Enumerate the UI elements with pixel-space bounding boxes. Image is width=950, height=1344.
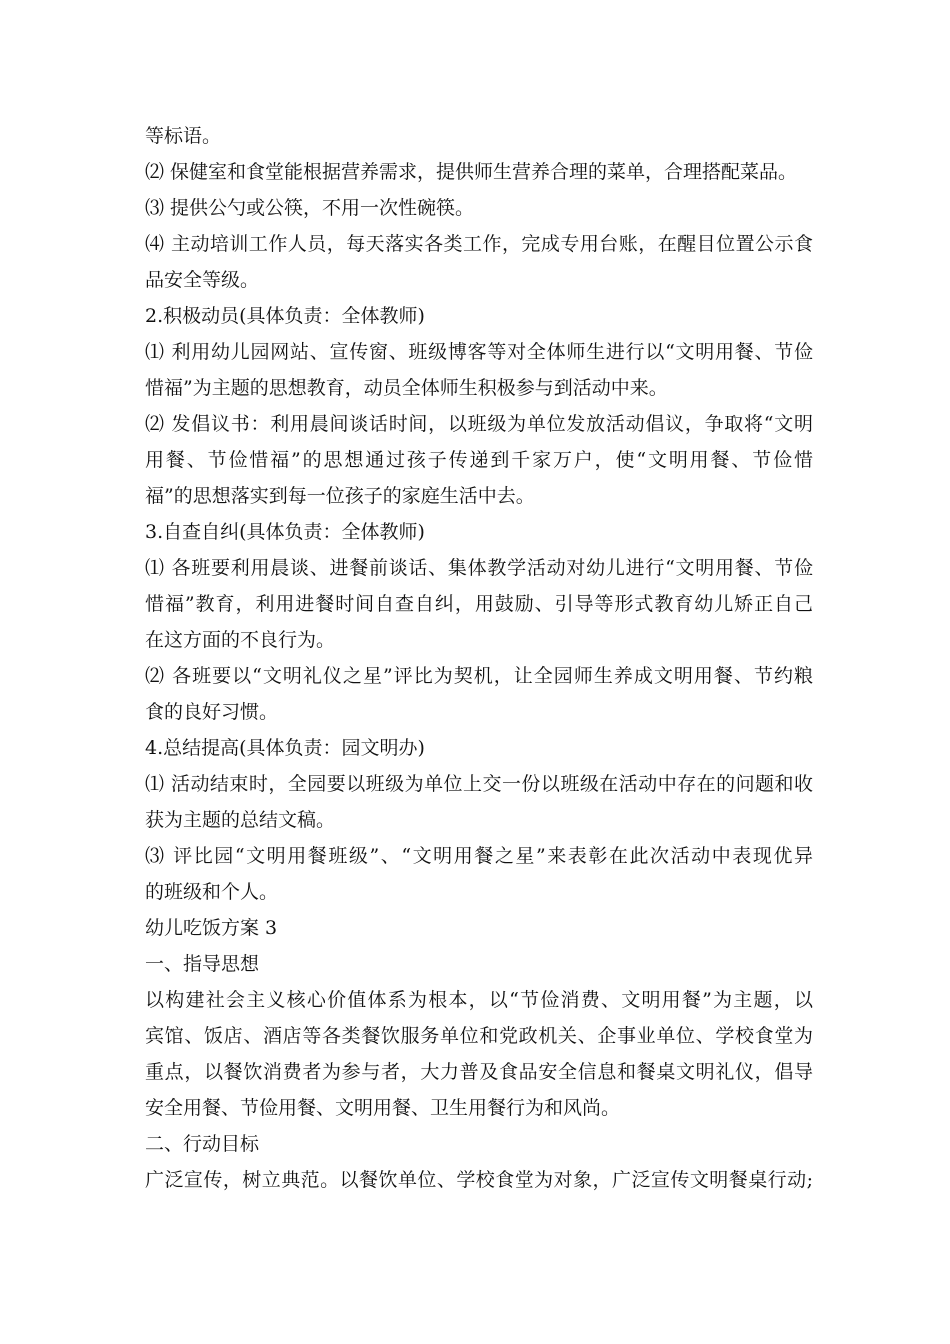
text-line: 一、指导思想: [145, 953, 260, 975]
text-line: ⑵ 保健室和食堂能根据营养需求，提供师生营养合理的菜单，合理搭配菜品。: [145, 161, 798, 183]
text-line: 2.积极动员(具体负责：全体教师): [145, 305, 425, 327]
text-line: ⑴ 活动结束时，全园要以班级为单位上交一份以班级在活动中存在的问题和收: [145, 773, 813, 795]
text-line: 用餐、节俭惜福”的思想通过孩子传递到千家万户，使“文明用餐、节俭惜: [145, 449, 813, 471]
text-line: 惜福”为主题的思想教育，动员全体师生积极参与到活动中来。: [145, 377, 668, 399]
text-line: ⑴ 利用幼儿园网站、宣传窗、班级博客等对全体师生进行以“文明用餐、节俭: [145, 341, 813, 363]
text-line: 在这方面的不良行为。: [145, 629, 336, 651]
text-line: 获为主题的总结文稿。: [145, 809, 336, 831]
text-line: 福”的思想落实到每一位孩子的家庭生活中去。: [145, 485, 535, 507]
text-line: 安全用餐、节俭用餐、文明用餐、卫生用餐行为和风尚。: [145, 1097, 621, 1119]
text-line: ⑵ 各班要以“文明礼仪之星”评比为契机，让全园师生养成文明用餐、节约粮: [145, 665, 813, 687]
text-line: 二、行动目标: [145, 1133, 260, 1155]
text-line: ⑷ 主动培训工作人员，每天落实各类工作，完成专用台账，在醒目位置公示食: [145, 233, 813, 255]
text-line: 等标语。: [145, 125, 222, 147]
text-line: 重点，以餐饮消费者为参与者，大力普及食品安全信息和餐桌文明礼仪，倡导: [145, 1061, 813, 1083]
text-line: ⑵ 发倡议书：利用晨间谈话时间，以班级为单位发放活动倡议，争取将“文明: [145, 413, 813, 435]
text-line: ⑴ 各班要利用晨谈、进餐前谈话、集体教学活动对幼儿进行“文明用餐、节俭: [145, 557, 813, 579]
text-line: 品安全等级。: [145, 269, 260, 291]
text-line: ⑶ 评比园“文明用餐班级”、“文明用餐之星”来表彰在此次活动中表现优异: [145, 845, 813, 867]
text-line: 食的良好习惯。: [145, 701, 279, 723]
text-line: 宾馆、饭店、酒店等各类餐饮服务单位和党政机关、企事业单位、学校食堂为: [145, 1025, 813, 1047]
text-line: 的班级和个人。: [145, 881, 279, 903]
text-line: 4.总结提高(具体负责：园文明办): [145, 737, 425, 759]
text-line: 幼儿吃饭方案 3: [145, 917, 278, 939]
text-line: ⑶ 提供公勺或公筷，不用一次性碗筷。: [145, 197, 475, 219]
document-page: [145, 118, 813, 1198]
text-line: 广泛宣传，树立典范。以餐饮单位、学校食堂为对象，广泛宣传文明餐桌行动;: [145, 1169, 813, 1191]
text-line: 惜福”教育，利用进餐时间自查自纠，用鼓励、引导等形式教育幼儿矫正自己: [145, 593, 813, 615]
text-line: 3.自查自纠(具体负责：全体教师): [145, 521, 425, 543]
text-line: 以构建社会主义核心价值体系为根本，以“节俭消费、文明用餐”为主题，以: [145, 989, 813, 1011]
